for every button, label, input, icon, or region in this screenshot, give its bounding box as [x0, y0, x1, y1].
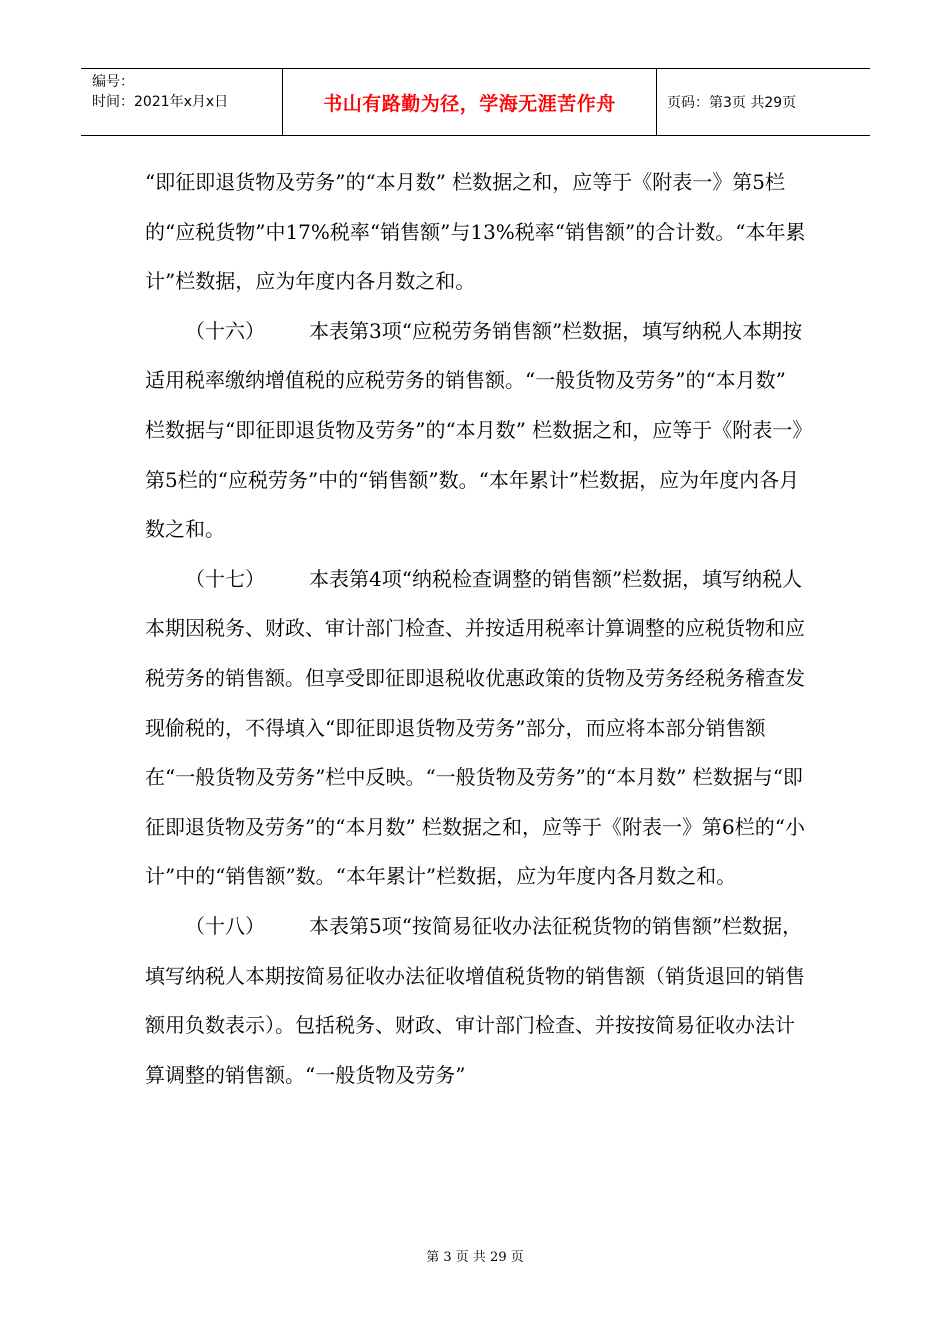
doc-number-label: 编号：: [92, 74, 134, 90]
item-text: 本表第5项“按简易征收办法征税货物的销售额”栏数据，填写纳税人本期按简易征收办法征收增值税货物的销售额（销货退回的销售额用负数表示）。包括税务、财政、审计部门检查、并按按简易征收办法计算调整的销售额。“一般货物及劳务”: [145, 913, 805, 1087]
paragraph-continued: “即征即退货物及劳务”的“本月数” 栏数据之和，应等于《附表一》第5栏的“应税货物”中17%税率“销售额”与13%税率“销售额”的合计数。“本年累计”栏数据，应为年度内各月数之和。: [145, 170, 806, 294]
header-motto: 书山有路勤为径，学海无涯苦作舟: [323, 92, 616, 115]
paragraph-item-18: [145, 902, 807, 1100]
header-meta-cell: [81, 69, 283, 135]
item-number: （十六）: [185, 318, 265, 343]
page-footer: 第 3 页 共 29 页: [426, 1250, 524, 1265]
paragraph-item-17: [145, 555, 807, 902]
header-page-label: 页码：第3页 共29页: [667, 95, 797, 111]
header-page-cell: [657, 69, 870, 135]
item-number: （十七）: [185, 566, 265, 591]
document-body: [145, 158, 807, 1100]
item-text: 本表第4项“纳税检查调整的销售额”栏数据，填写纳税人本期因税务、财政、审计部门检查、并按适用税率计算调整的应税货物和应税劳务的销售额。但享受即征即退税收优惠政策的货物及劳务经税务稽查发现偷税的，不得填入“即征即退货物及劳务”部分，而应将本部分销售额在“一般货物及劳务”栏中反映。“一般货物及劳务”的“本月数” 栏数据与“即征即退货物及劳务”的“本月数” 栏数据之和，应等于《附表一》第6栏的“小计”中的“销售额”数。“本年累计”栏数据，应为年度内各月数之和。: [145, 566, 805, 889]
page-header: [81, 68, 870, 136]
header-motto-cell: [283, 69, 657, 135]
item-text: 本表第3项“应税劳务销售额”栏数据，填写纳税人本期按适用税率缴纳增值税的应税劳务的销售额。“一般货物及劳务”的“本月数” 栏数据与“即征即退货物及劳务”的“本月数” 栏数据之和，应等于《附表一》第5栏的“应税劳务”中的“销售额”数。“本年累计”栏数据，应为年度内各月数之和。: [145, 318, 803, 542]
doc-date-label: 时间：2021年x月x日: [92, 94, 229, 110]
paragraph-item-16: [145, 307, 807, 555]
item-number: （十八）: [185, 913, 265, 938]
